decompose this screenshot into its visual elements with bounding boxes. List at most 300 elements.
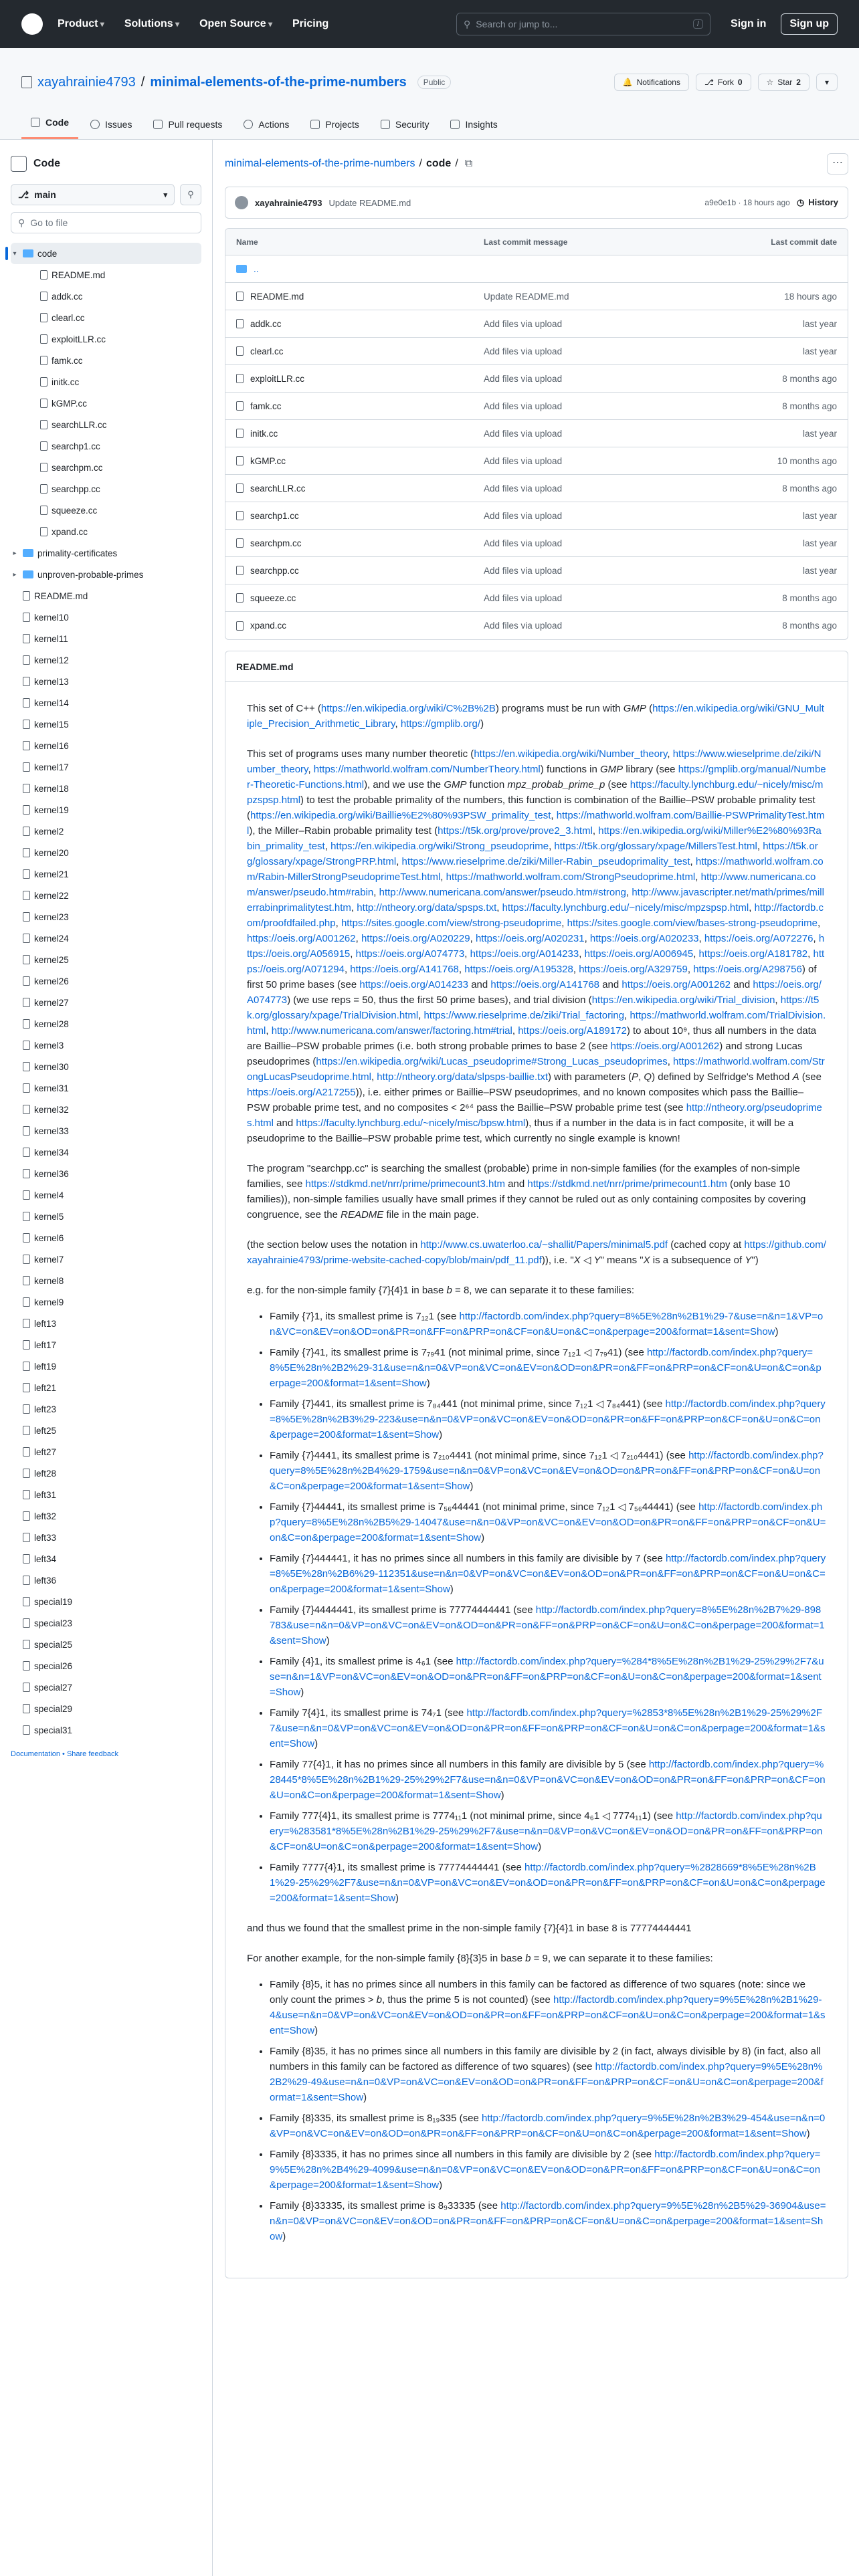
tree-item[interactable]: [11, 970, 201, 992]
tree-item[interactable]: [11, 928, 201, 949]
file-link[interactable]: searchp1.cc: [250, 510, 299, 521]
tree-item[interactable]: [11, 1013, 201, 1035]
readme-link[interactable]: http://factordb.com/index.php?query=9%5E%28n%2B3%29-454&use=n&n=0&VP=on&VC=on&EV=on&OD=on&PR=on&FF=on&PRP=on&CF=on&U=on&C=on&perpage=200&format=1&sent=Show: [270, 2113, 826, 2139]
tab-insights[interactable]: [441, 119, 506, 139]
tab-label: Code: [45, 117, 69, 128]
text-run: For another example, for the non-simple family {8}{3}5 in base: [247, 1953, 526, 1964]
tree-item[interactable]: [11, 457, 201, 478]
table-row[interactable]: [225, 502, 848, 530]
tree-item[interactable]: [11, 1655, 201, 1677]
tree-item[interactable]: [11, 992, 201, 1013]
readme-paragraph: [247, 746, 826, 1146]
readme-link[interactable]: https://oeis.org/A074773: [355, 948, 465, 960]
fork-count: 0: [737, 78, 743, 87]
commit-author[interactable]: xayahrainie4793: [255, 197, 322, 208]
tree-item[interactable]: [11, 821, 201, 842]
fork-button[interactable]: [696, 74, 751, 91]
tree-item[interactable]: [11, 1570, 201, 1591]
italic-text: GMP: [444, 779, 467, 790]
tree-item[interactable]: [11, 778, 201, 799]
readme-link[interactable]: https://oeis.org/A072276: [704, 933, 814, 944]
italic-text: b: [525, 1953, 531, 1964]
text-run: ,: [470, 933, 476, 944]
tree-item[interactable]: [11, 585, 201, 607]
tree-item-label: kernel36: [34, 1168, 69, 1179]
tree-item[interactable]: [11, 478, 201, 500]
readme-link[interactable]: https://oeis.org/A014233: [359, 979, 469, 990]
file-icon: [23, 634, 30, 643]
readme-link[interactable]: https://oeis.org/A001262: [247, 933, 356, 944]
readme-link[interactable]: http://factordb.com/index.php?query=9%5E%28n%2B1%29-4&use=n&n=0&VP=on&VC=on&EV=on&OD=on&PR=on&FF=on&PRP=on&CF=on&U=on&C=on&perpage=200&format=1&sent=Show: [270, 1994, 826, 2036]
readme-link[interactable]: https://stdkmd.net/nrr/prime/primecount1.htm: [527, 1178, 727, 1190]
readme-link[interactable]: https://oeis.org/A298756: [693, 964, 802, 975]
repo-name-link[interactable]: minimal-elements-of-the-prime-numbers: [150, 74, 407, 90]
text-run: ,: [355, 933, 361, 944]
text-run: and: [731, 979, 753, 990]
tree-item[interactable]: [11, 1206, 201, 1227]
tree-item[interactable]: [11, 1548, 201, 1570]
top-nav: [58, 18, 328, 30]
tree-item[interactable]: [11, 350, 201, 371]
commit-message-cell[interactable]: Add files via upload: [484, 483, 563, 494]
readme-link[interactable]: https://mathworld.wolfram.com/Baillie-PSWPrimalityTest.html: [247, 810, 825, 837]
file-icon: [23, 1618, 30, 1628]
tree-item-label: kernel30: [34, 1061, 69, 1072]
file-icon: [23, 1126, 30, 1136]
tree-item-label: left28: [34, 1468, 57, 1479]
tree-item[interactable]: [11, 521, 201, 542]
readme-link[interactable]: https://gmplib.org/manual/Number-Theoretic-Functions.html: [247, 764, 826, 790]
readme-link[interactable]: http://factordb.com/index.php?query=9%5E%28n%2B5%29-36904&use=n&n=0&VP=on&VC=on&EV=on&OD=on&PR=on&FF=on&PRP=on&CF=on&U=on&C=on&perpage=200&format=1&sent=Show: [270, 2200, 826, 2242]
tree-item[interactable]: [11, 671, 201, 692]
tree-item[interactable]: [11, 1077, 201, 1099]
readme-link[interactable]: https://en.wikipedia.org/wiki/Strong_pseudoprime: [330, 841, 549, 852]
tree-item[interactable]: [11, 1505, 201, 1527]
tab-code[interactable]: [21, 117, 78, 139]
tree-item[interactable]: [11, 1249, 201, 1270]
tree-item[interactable]: [11, 1677, 201, 1698]
file-icon: [236, 593, 244, 603]
text-run: ,: [592, 825, 599, 837]
file-icon: [40, 506, 47, 515]
readme-link[interactable]: https://en.wikipedia.org/wiki/Number_theory: [474, 748, 668, 760]
file-icon: [40, 399, 47, 408]
tree-item[interactable]: [11, 1163, 201, 1184]
text-run: This set of programs uses many number theoretic (: [247, 748, 474, 760]
readme-link[interactable]: https://en.wikipedia.org/wiki/C%2B%2B: [320, 703, 496, 714]
tree-item[interactable]: [11, 1398, 201, 1420]
file-link[interactable]: exploitLLR.cc: [250, 373, 305, 384]
tree-item[interactable]: [11, 842, 201, 863]
tree-item[interactable]: [11, 1313, 201, 1334]
tab-pull-requests[interactable]: [144, 119, 231, 139]
table-row[interactable]: [225, 447, 848, 475]
table-icon: [310, 120, 320, 129]
readme-link[interactable]: https://mathworld.wolfram.com/TrialDivision.html: [247, 1010, 826, 1037]
file-link[interactable]: addk.cc: [250, 318, 282, 329]
tree-item[interactable]: [11, 1420, 201, 1441]
tree-item[interactable]: [11, 756, 201, 778]
file-link[interactable]: kGMP.cc: [250, 455, 286, 466]
readme-link[interactable]: https://en.wikipedia.org/wiki/Baillie%E2%80%93PSW_primality_test: [250, 810, 551, 821]
readme-link[interactable]: https://oeis.org/A189172: [518, 1025, 627, 1037]
tree-item[interactable]: [11, 414, 201, 435]
readme-link[interactable]: https://t5k.org/glossary/xpage/StrongPRP.html: [247, 841, 818, 867]
tree-item[interactable]: [11, 1612, 201, 1634]
tree-item[interactable]: [11, 1484, 201, 1505]
sidebar-collapse-icon[interactable]: [11, 156, 27, 172]
readme-link[interactable]: http://www.numericana.com/answer/pseudo.htm#strong: [379, 887, 626, 898]
branch-selector[interactable]: [11, 184, 175, 205]
file-link[interactable]: initk.cc: [250, 428, 278, 439]
tree-item[interactable]: [11, 1291, 201, 1313]
file-icon: [40, 420, 47, 429]
file-icon: [23, 1554, 30, 1564]
tree-item[interactable]: [11, 1463, 201, 1484]
readme-link[interactable]: https://oeis.org/A329759: [579, 964, 688, 975]
file-icon: [40, 270, 47, 280]
readme-link[interactable]: http://www.numericana.com/answer/factoring.htm#trial: [271, 1025, 512, 1037]
commit-message-cell[interactable]: Add files via upload: [484, 565, 563, 576]
table-row[interactable]: [225, 255, 848, 283]
commit-sha-time[interactable]: a9e0e1b · 18 hours ago: [704, 198, 790, 207]
commit-message-cell[interactable]: Add files via upload: [484, 373, 563, 384]
search-input[interactable]: [456, 13, 710, 35]
table-row[interactable]: [225, 584, 848, 612]
top-navbar: [0, 0, 859, 48]
text-run: and: [599, 979, 622, 990]
text-run: ) with parameters (: [548, 1071, 632, 1083]
text-run: ,: [698, 933, 704, 944]
file-link[interactable]: searchpp.cc: [250, 565, 299, 576]
readme-link[interactable]: https://oeis.org/A071294: [247, 948, 825, 975]
tree-item[interactable]: [11, 1719, 201, 1741]
list-item: [270, 1602, 826, 1648]
tree-item[interactable]: [11, 243, 201, 264]
text-run: )), i.e. either primes or Baillie–PSW pseudoprimes, and no known composites which pass the Baillie–PSW probable prime test, and no composites < 2⁶⁴ pass the Baillie–PSW probable prime test (see: [247, 1087, 804, 1113]
text-run: ,: [350, 948, 356, 960]
text-run: ,: [373, 887, 379, 898]
readme-link[interactable]: https://t5k.org/glossary/xpage/MillersTest.html: [554, 841, 757, 852]
tree-item[interactable]: [11, 885, 201, 906]
text-run: = 8, we can separate it to these families:: [452, 1285, 635, 1296]
nav-pricing[interactable]: Pricing: [292, 18, 329, 29]
table-row[interactable]: [225, 393, 848, 420]
file-icon: [23, 677, 30, 686]
readme-link[interactable]: http://www.javascripter.net/math/primes/millerrabinprimalitytest.htm: [247, 887, 824, 914]
table-row[interactable]: [225, 283, 848, 310]
commit-message-cell[interactable]: Add files via upload: [484, 510, 563, 521]
readme-link[interactable]: https://sites.google.com/view/strong-pseudoprime: [341, 918, 562, 929]
file-link[interactable]: searchpm.cc: [250, 538, 302, 548]
repo-owner-link[interactable]: xayahrainie4793: [37, 74, 136, 90]
tree-item-label: clearl.cc: [52, 312, 85, 323]
folder-icon: [236, 265, 247, 273]
fork-label: Fork: [717, 78, 734, 87]
readme-link[interactable]: https://oeis.org/A020233: [589, 933, 699, 944]
readme-link[interactable]: http://factordb.com/index.php?query=8%5E%28n%2B1%29-7&use=n&n=1&VP=on&VC=on&EV=on&OD=on&PR=on&FF=on&PRP=on&CF=on&U=on&C=on&perpage=200&format=1&sent=Show: [270, 1311, 824, 1337]
sidebar-footer-links[interactable]: Documentation • Share feedback: [11, 1750, 119, 1758]
file-icon: [23, 1404, 30, 1414]
file-link[interactable]: squeeze.cc: [250, 593, 296, 603]
list-item: [270, 1396, 826, 1442]
readme-link[interactable]: https://en.wikipedia.org/wiki/GNU_Multiple_Precision_Arithmetic_Library: [247, 703, 824, 730]
nav-product[interactable]: Product ▾: [58, 18, 104, 30]
tab-security[interactable]: [371, 119, 439, 139]
text-run: ,: [695, 871, 701, 883]
commit-date-cell: last year: [802, 538, 837, 548]
readme-link[interactable]: http://factordb.com/index.php?query=8%5E%28n%2B6%29-112351&use=n&n=0&VP=on&VC=on&EV=on&OD=on&PR=on&FF=on&PRP=on&CF=on&U=on&C=on&perpage=200&format=1&sent=Show: [270, 1553, 826, 1595]
readme-link[interactable]: https://t5k.org/prove/prove2_3.html: [438, 825, 593, 837]
readme-link[interactable]: http://factordb.com/index.php?query=8%5E%28n%2B3%29-223&use=n&n=0&VP=on&VC=on&EV=on&OD=on&PR=on&FF=on&PRP=on&CF=on&U=on&C=on&perpage=200&format=1&sent=Show: [270, 1398, 826, 1440]
tree-item[interactable]: [11, 542, 201, 564]
file-icon: [236, 374, 244, 383]
tree-item[interactable]: [11, 949, 201, 970]
readme-link[interactable]: https://oeis.org/A020231: [475, 933, 585, 944]
table-row[interactable]: [225, 612, 848, 639]
readme-link[interactable]: https://t5k.org/glossary/xpage/TrialDivision.html: [247, 994, 820, 1021]
tree-item-label: kernel24: [34, 933, 69, 944]
history-button[interactable]: [797, 197, 838, 208]
readme-link[interactable]: https://faculty.lynchburg.edu/~nicely/misc/bpsw.html: [296, 1117, 526, 1129]
search-icon: ⚲: [464, 18, 471, 29]
table-row[interactable]: [225, 310, 848, 338]
search-icon: ⚲: [187, 189, 194, 199]
text-run: Family {8}35, it has no primes since all numbers in this family are divisible by 2 (in fact, always divisible by 8) (in fact, also all numbers in this family can be factored as difference of two squares) (see: [270, 2046, 821, 2072]
tree-item[interactable]: [11, 1184, 201, 1206]
tree-item[interactable]: [11, 1698, 201, 1719]
tree-item[interactable]: [11, 1227, 201, 1249]
avatar[interactable]: [235, 196, 248, 209]
search-files-button[interactable]: [180, 184, 201, 205]
tree-item[interactable]: [11, 1056, 201, 1077]
tree-item[interactable]: [11, 328, 201, 350]
readme-link[interactable]: https://www.rieselprime.de/ziki/Miller-Rabin_pseudoprimality_test: [401, 856, 690, 867]
text-run: ): [300, 1687, 304, 1698]
file-icon: [236, 484, 244, 493]
table-row[interactable]: [225, 475, 848, 502]
tree-item[interactable]: [11, 1099, 201, 1120]
file-link[interactable]: famk.cc: [250, 401, 282, 411]
text-run: ) to about 10⁹, thus all numbers in the data are Baillie–PSW probable primes (i.e. both strong probable primes to base 2 (see: [247, 1025, 817, 1052]
readme-link[interactable]: http://ntheory.org/data/spsps.txt: [357, 902, 497, 914]
commit-date-cell: last year: [802, 510, 837, 521]
breadcrumb-repo-link[interactable]: minimal-elements-of-the-prime-numbers: [225, 158, 415, 169]
file-icon: [236, 319, 244, 328]
readme-link[interactable]: https://sites.google.com/view/bases-strong-pseudoprime: [567, 918, 818, 929]
nav-open-source[interactable]: Open Source ▾: [199, 18, 272, 30]
readme-link[interactable]: http://factordb.com/index.php?query=9%5E%28n%2B2%29-49&use=n&n=0&VP=on&VC=on&EV=on&OD=on&PR=on&FF=on&PRP=on&CF=on&U=on&C=on&perpage=200&format=1&sent=Show: [270, 2061, 824, 2103]
readme-link[interactable]: https://faculty.lynchburg.edu/~nicely/misc/mpzspsp.html: [502, 902, 749, 914]
readme-link[interactable]: https://mathworld.wolfram.com/StrongPseudoprime.html: [446, 871, 696, 883]
tab-actions[interactable]: [234, 119, 298, 139]
readme-link[interactable]: http://www.cs.uwaterloo.ca/~shallit/Papers/minimal5.pdf: [420, 1239, 668, 1251]
readme-link[interactable]: http://factordb.com/index.php?query=8%5E%28n%2B7%29-898783&use=n&n=0&VP=on&VC=on&EV=on&OD=on&PR=on&FF=on&PRP=on&CF=on&U=on&C=on&perpage=200&format=1&sent=Show: [270, 1604, 825, 1646]
tree-item[interactable]: [11, 371, 201, 393]
tree-item[interactable]: [11, 906, 201, 928]
text-run: (see: [799, 1071, 822, 1083]
readme-link[interactable]: https://oeis.org/A141768: [350, 964, 459, 975]
readme-link[interactable]: https://mathworld.wolfram.com/StrongLucasPseudoprime.html: [247, 1056, 825, 1083]
readme-link[interactable]: http://factordb.com/index.php?query=%28445*8%5E%28n%2B1%29-25%29%2F7&use=n&n=0&VP=on&VC=on&EV=on&OD=on&PR=on&FF=on&PRP=on&CF=on&U=on&C=on&perpage=200&format=1&sent=Show: [270, 1759, 826, 1801]
commit-message-cell[interactable]: Add files via upload: [484, 455, 563, 466]
italic-text: A: [792, 1071, 799, 1083]
tree-item-label: left27: [34, 1446, 57, 1457]
notifications-button[interactable]: [614, 74, 689, 91]
text-run: ): [363, 2092, 367, 2103]
sign-up-button[interactable]: Sign up: [781, 13, 838, 35]
tree-item[interactable]: [11, 735, 201, 756]
readme-link[interactable]: http://factordb.com/proofdfailed.php: [247, 902, 824, 929]
file-link[interactable]: clearl.cc: [250, 346, 284, 356]
readme-link[interactable]: https://mathworld.wolfram.com/NumberTheory.html: [313, 764, 541, 775]
tree-item[interactable]: [11, 1591, 201, 1612]
issue-icon: [90, 120, 100, 129]
bell-icon: 🔔: [622, 78, 633, 87]
readme-link[interactable]: http://ntheory.org/pseudoprimes.html: [247, 1102, 822, 1129]
tree-item[interactable]: [11, 1356, 201, 1377]
readme-link[interactable]: https://oeis.org/A074773: [247, 979, 822, 1006]
commit-message-cell[interactable]: Update README.md: [484, 291, 569, 302]
readme-link[interactable]: https://gmplib.org/: [400, 718, 481, 730]
italic-text: X: [573, 1255, 581, 1266]
text-run: Family {7}441, its smallest prime is 7₈₄441 (not minimal prime, since 7₁₂1 ◁ 7₈₄441) (see: [270, 1398, 666, 1410]
more-options-button[interactable]: [827, 153, 848, 175]
tree-item[interactable]: [11, 307, 201, 328]
tree-item[interactable]: [11, 564, 201, 585]
tree-item[interactable]: [11, 500, 201, 521]
commit-message-cell[interactable]: Add files via upload: [484, 428, 563, 439]
readme-link[interactable]: http://factordb.com/index.php?query=%2828669*8%5E%28n%2B1%29-25%29%2F7&use=n&n=0&VP=on&VC=on&EV=on&OD=on&PR=on&FF=on&PRP=on&CF=on&U=on&C=on&perpage=200&format=1&sent=Show: [270, 1862, 826, 1904]
readme-link[interactable]: https://oeis.org/A001262: [622, 979, 731, 990]
tree-item[interactable]: [11, 799, 201, 821]
star-button[interactable]: [758, 74, 809, 91]
readme-link[interactable]: https://www.rieselprime.de/ziki/Trial_factoring: [423, 1010, 625, 1021]
tree-item[interactable]: [11, 692, 201, 714]
tree-item-label: special23: [34, 1618, 73, 1628]
file-icon: [23, 1340, 30, 1350]
tree-item[interactable]: [11, 863, 201, 885]
readme-link[interactable]: https://oeis.org/A006945: [584, 948, 694, 960]
file-link[interactable]: ..: [254, 263, 259, 274]
readme-link[interactable]: https://oeis.org/A141768: [490, 979, 600, 990]
readme-link[interactable]: https://oeis.org/A020229: [361, 933, 470, 944]
text-run: ): [538, 1841, 542, 1852]
readme-link[interactable]: http://factordb.com/index.php?query=8%5E%28n%2B5%29-14047&use=n&n=0&VP=on&VC=on&EV=on&OD=on&PR=on&FF=on&PRP=on&CF=on&U=on&C=on&perpage=200&format=1&sent=Show: [270, 1501, 826, 1543]
tree-item[interactable]: [11, 264, 201, 286]
text-run: Family 777{4}1, its smallest prime is 7774₁₁1 (not minimal prime, since 4₆1 ◁ 7774₁₁1) (see: [270, 1810, 676, 1822]
tab-projects[interactable]: [301, 119, 369, 139]
tree-item[interactable]: [11, 1035, 201, 1056]
readme-link[interactable]: http://factordb.com/index.php?query=%283581*8%5E%28n%2B1%29-25%29%2F7&use=n&n=0&VP=on&VC=on&EV=on&OD=on&PR=on&FF=on&PRP=on&CF=on&U=on&C=on&perpage=200&format=1&sent=Show: [270, 1810, 823, 1852]
star-dropdown-button[interactable]: [816, 74, 838, 91]
readme-link[interactable]: http://www.numericana.com/answer/pseudo.htm#rabin: [247, 871, 816, 898]
file-link[interactable]: searchLLR.cc: [250, 483, 306, 494]
readme-link[interactable]: https://oeis.org/A181782: [698, 948, 808, 960]
github-logo-icon[interactable]: [21, 13, 43, 35]
readme-link[interactable]: http://factordb.com/index.php?query=9%5E%28n%2B4%29-4099&use=n&n=0&VP=on&VC=on&EV=on&OD=on&PR=on&FF=on&PRP=on&CF=on&U=on&C=on&perpage=200&format=1&sent=Show: [270, 2149, 821, 2191]
readme-link[interactable]: http://factordb.com/index.php?query=8%5E%28n%2B2%29-31&use=n&n=0&VP=on&VC=on&EV=on&OD=on&PR=on&FF=on&PRP=on&CF=on&U=on&C=on&perpage=200&format=1&sent=Show: [270, 1347, 822, 1389]
tree-item[interactable]: [11, 286, 201, 307]
table-row[interactable]: [225, 557, 848, 584]
tree-item-label: kernel17: [34, 762, 69, 772]
tree-item[interactable]: [11, 1377, 201, 1398]
list-item: [270, 1345, 826, 1391]
readme-link[interactable]: http://ntheory.org/data/slpsps-baillie.txt: [377, 1071, 548, 1083]
tree-item[interactable]: [11, 1142, 201, 1163]
readme-list: [270, 1309, 826, 1906]
file-link[interactable]: README.md: [250, 291, 304, 302]
table-row[interactable]: [225, 338, 848, 365]
readme-link[interactable]: http://factordb.com/index.php?query=8%5E%28n%2B4%29-1759&use=n&n=0&VP=on&VC=on&EV=on&OD=on&PR=on&FF=on&PRP=on&CF=on&U=on&C=on&perpage=200&format=1&sent=Show: [270, 1450, 824, 1492]
list-item: [270, 1705, 826, 1751]
copy-path-icon[interactable]: ⧉: [464, 158, 473, 169]
tree-item[interactable]: [11, 628, 201, 649]
readme-link[interactable]: https://www.wieselprime.de/ziki/Number_theory: [247, 748, 822, 775]
nav-solutions[interactable]: Solutions ▾: [124, 18, 179, 30]
commit-message-cell[interactable]: Add files via upload: [484, 346, 563, 356]
readme-link[interactable]: https://faculty.lynchburg.edu/~nicely/misc/mpzspsp.html: [247, 779, 824, 806]
readme-link[interactable]: http://factordb.com/index.php?query=%284*8%5E%28n%2B1%29-25%29%2F7&use=n&n=1&VP=on&VC=on&EV=on&OD=on&PR=on&FF=on&PRP=on&CF=on&U=on&C=on&perpage=200&format=1&sent=Show: [270, 1656, 824, 1698]
readme-link[interactable]: https://mathworld.wolfram.com/Rabin-MillerStrongPseudoprimeTest.html: [247, 856, 824, 883]
tree-item[interactable]: [11, 1270, 201, 1291]
text-run: ,: [813, 933, 819, 944]
commit-message-cell[interactable]: Add files via upload: [484, 538, 563, 548]
text-run: and: [468, 979, 491, 990]
go-to-file-input[interactable]: [11, 212, 201, 233]
readme-link[interactable]: http://factordb.com/index.php?query=%2853*8%5E%28n%2B1%29-25%29%2F7&use=n&n=0&VP=on&VC=on&EV=on&OD=on&PR=on&FF=on&PRP=on&CF=on&U=on&C=on&perpage=200&format=1&sent=Show: [270, 1707, 826, 1749]
table-row[interactable]: [225, 420, 848, 447]
tree-item[interactable]: [11, 435, 201, 457]
table-row[interactable]: [225, 530, 848, 557]
tab-issues[interactable]: [81, 119, 141, 139]
commit-message-cell[interactable]: Add files via upload: [484, 621, 563, 631]
file-link[interactable]: xpand.cc: [250, 621, 287, 631]
commit-message[interactable]: Update README.md: [328, 197, 411, 208]
readme-link[interactable]: https://en.wikipedia.org/wiki/Trial_division: [591, 994, 775, 1006]
readme-link[interactable]: https://oeis.org/A217255: [247, 1087, 356, 1098]
file-icon: [40, 441, 47, 451]
fork-icon: ⎇: [704, 78, 714, 87]
readme-link[interactable]: https://github.com/xayahrainie4793/prime-website-cached-copy/blob/main/pdf_11.pdf: [247, 1239, 826, 1266]
readme-link[interactable]: https://oeis.org/A195328: [464, 964, 573, 975]
readme-link[interactable]: https://en.wikipedia.org/wiki/Lucas_pseudoprime#Strong_Lucas_pseudoprimes: [316, 1056, 668, 1067]
commit-message-cell[interactable]: Add files via upload: [484, 593, 563, 603]
readme-link[interactable]: https://oeis.org/A056915: [247, 933, 825, 960]
text-run: ) to test the probable primality of the numbers, this function is combination of the Baillie–PSW probable primality test (: [247, 794, 816, 821]
text-run: ): [806, 2128, 810, 2139]
tree-item[interactable]: [11, 649, 201, 671]
tree-item-label: left17: [34, 1339, 57, 1350]
readme-link[interactable]: https://en.wikipedia.org/wiki/Miller%E2%80%93Rabin_primality_test: [247, 825, 822, 852]
readme-link[interactable]: https://oeis.org/A014233: [470, 948, 579, 960]
tree-item[interactable]: [11, 1634, 201, 1655]
commit-date-cell: 8 months ago: [782, 483, 837, 494]
tree-item[interactable]: [11, 607, 201, 628]
sign-in-link[interactable]: Sign in: [731, 18, 767, 29]
readme-link[interactable]: https://stdkmd.net/nrr/prime/primecount3.htm: [305, 1178, 505, 1190]
tree-item[interactable]: [11, 1120, 201, 1142]
tree-item[interactable]: [11, 1334, 201, 1356]
readme-link[interactable]: https://oeis.org/A001262: [610, 1041, 720, 1052]
tree-item[interactable]: [11, 714, 201, 735]
table-row[interactable]: [225, 365, 848, 393]
commit-message-cell[interactable]: Add files via upload: [484, 401, 563, 411]
commit-message-cell[interactable]: Add files via upload: [484, 318, 563, 329]
tree-item[interactable]: [11, 1527, 201, 1548]
tree-item[interactable]: [11, 393, 201, 414]
tree-item[interactable]: [11, 1441, 201, 1463]
